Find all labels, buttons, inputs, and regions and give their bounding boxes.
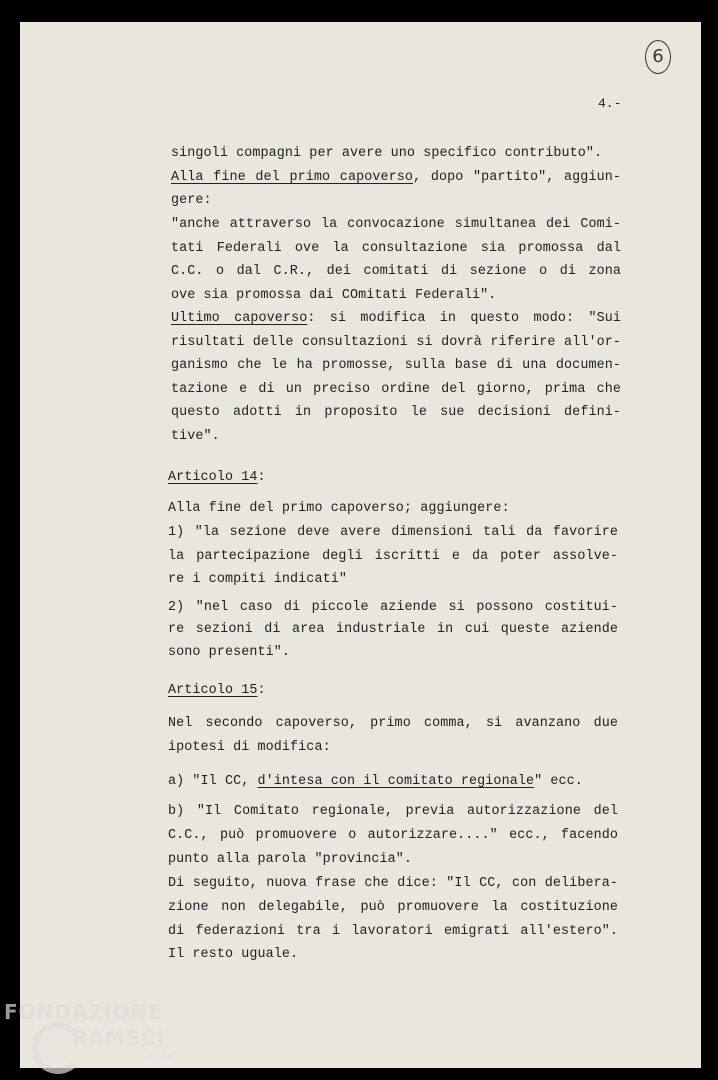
watermark-line-2: RAMSCI [72, 1026, 166, 1050]
watermark-line-3: onlus [150, 1052, 175, 1062]
text-line: Il resto uguale. [168, 947, 299, 962]
text-line: Nel secondo capoverso, primo comma, si avanzano due [168, 716, 618, 731]
fondazione-gramsci-watermark [4, 1000, 184, 1075]
underlined-heading: Ultimo capoverso [171, 311, 308, 326]
text-line: di federazioni tra i lavoratori emigrati all'estero". [168, 924, 618, 939]
text-line: tati Federali ove la consultazione sia promossa dal [171, 241, 621, 256]
text-line: b) "Il Comitato regionale, previa autorizzazione del [168, 804, 618, 819]
article-heading: Articolo 14: [168, 470, 266, 485]
text-line: re sezioni di area industriale in cui queste aziende [168, 622, 618, 637]
text-line: "anche attraverso la convocazione simultanea dei Comi- [171, 217, 621, 232]
page-number: 4.- [598, 96, 622, 111]
text-line: tazione e di un preciso ordine del giorno, prima che [171, 382, 621, 397]
text-line: risultati delle consultazioni si dovrà riferire all'or- [171, 335, 621, 350]
text-line: singoli compagni per avere uno specifico contributo". [171, 146, 603, 161]
text-line: zione non delegabile, può promuovere la costituzione [168, 900, 618, 915]
text-line: la partecipazione degli iscritti e da poter assolve- [168, 549, 618, 564]
text-line: Alla fine del primo capoverso; aggiungere: [168, 501, 510, 516]
text-line: sono presenti". [168, 645, 291, 660]
underlined-phrase: d'intesa con il comitato regionale [257, 774, 535, 789]
text-line: ganismo che le ha promosse, sulla base di una documen- [171, 358, 621, 373]
text-line: punto alla parola "provincia". [168, 852, 413, 867]
text-line: ove sia promossa dai COmitati Federali". [171, 288, 497, 303]
text-line: re i compiti indicati" [168, 572, 347, 587]
circled-page-number: 6 [645, 40, 671, 74]
text-line: questo adotti in proposito le sue decisioni defini- [171, 405, 621, 420]
underlined-heading: Alla fine del primo capoverso [171, 170, 414, 185]
article-heading: Articolo 15: [168, 683, 266, 698]
text-line: 2) "nel caso di piccole aziende si possono costitui- [168, 600, 618, 615]
text-line: Di seguito, nuova frase che dice: "Il CC, con delibera- [168, 876, 618, 891]
text-line: C.C., può promuovere o autorizzare...." ecc., facendo [168, 828, 618, 843]
text-line: C.C. o dal C.R., dei comitati di sezione o di zona [171, 264, 621, 279]
text-line: 1) "la sezione deve avere dimensioni tali da favorire [168, 525, 618, 540]
text-line: a) "Il CC, d'intesa con il comitato regionale" ecc. [168, 774, 583, 789]
watermark-line-1: FONDAZIONE [4, 1000, 163, 1024]
text-line: Ultimo capoverso: si modifica in questo modo: "Sui [171, 311, 621, 326]
text-line: gere: [171, 193, 212, 208]
text-line: Alla fine del primo capoverso, dopo "partito", aggiun- [171, 170, 621, 185]
text-line: ipotesi di modifica: [168, 740, 331, 755]
text-line: tive". [171, 429, 220, 444]
